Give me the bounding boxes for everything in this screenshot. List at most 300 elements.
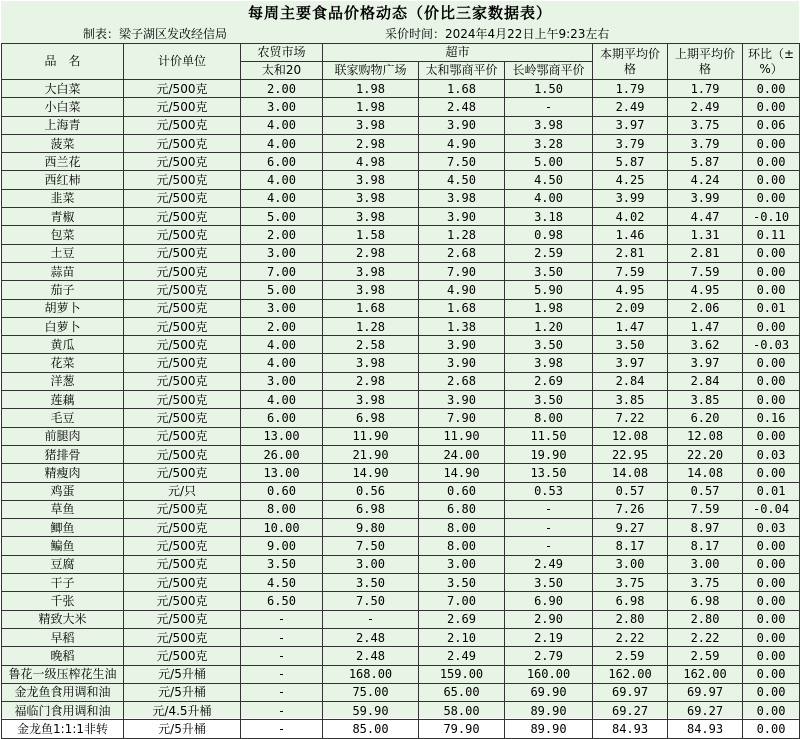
cell-taihe-e: 58.00 <box>419 702 505 720</box>
cell-previous-avg: 2.49 <box>668 98 743 116</box>
header-current-avg: 本期平均价格 <box>593 44 668 80</box>
cell-changling-e: - <box>505 98 593 116</box>
cell-previous-avg: 4.95 <box>668 281 743 299</box>
cell-change: 0.00 <box>743 80 800 98</box>
cell-previous-avg: 6.20 <box>668 409 743 427</box>
cell-item-name: 福临门食用调和油 <box>2 702 124 720</box>
cell-changling-e: 89.90 <box>505 702 593 720</box>
cell-change: 0.00 <box>743 720 800 738</box>
cell-lianjia: 1.58 <box>323 226 419 244</box>
cell-taihe-e: 1.68 <box>419 299 505 317</box>
cell-change: 0.00 <box>743 683 800 701</box>
cell-current-avg: 2.80 <box>593 610 668 628</box>
cell-unit: 元/500克 <box>124 409 241 427</box>
cell-lianjia: 6.98 <box>323 500 419 518</box>
cell-lianjia: 1.68 <box>323 299 419 317</box>
cell-taihe-e: 8.00 <box>419 537 505 555</box>
cell-lianjia: 9.80 <box>323 519 419 537</box>
cell-change: 0.00 <box>743 537 800 555</box>
price-table <box>1 43 800 739</box>
cell-item-name: 豆腐 <box>2 555 124 573</box>
cell-farm-taihe20: - <box>241 628 323 646</box>
header-unit: 计价单位 <box>124 44 241 80</box>
cell-changling-e: - <box>505 519 593 537</box>
table-row <box>2 445 800 463</box>
cell-lianjia: 0.56 <box>323 482 419 500</box>
cell-previous-avg: 3.85 <box>668 391 743 409</box>
cell-farm-taihe20: 6.00 <box>241 153 323 171</box>
table-row <box>2 519 800 537</box>
cell-changling-e: 0.98 <box>505 226 593 244</box>
cell-unit: 元/5升桶 <box>124 683 241 701</box>
cell-previous-avg: 2.59 <box>668 647 743 665</box>
cell-unit: 元/500克 <box>124 372 241 390</box>
cell-current-avg: 3.97 <box>593 354 668 372</box>
cell-unit: 元/只 <box>124 482 241 500</box>
table-row <box>2 391 800 409</box>
cell-item-name: 早稻 <box>2 628 124 646</box>
table-row <box>2 134 800 152</box>
cell-unit: 元/500克 <box>124 208 241 226</box>
cell-farm-taihe20: 4.00 <box>241 336 323 354</box>
cell-change: 0.00 <box>743 647 800 665</box>
cell-farm-taihe20: 3.00 <box>241 244 323 262</box>
cell-change: 0.03 <box>743 445 800 463</box>
cell-previous-avg: 14.08 <box>668 464 743 482</box>
cell-unit: 元/500克 <box>124 391 241 409</box>
cell-taihe-e: 7.00 <box>419 592 505 610</box>
cell-lianjia: 1.98 <box>323 98 419 116</box>
cell-farm-taihe20: - <box>241 720 323 738</box>
cell-item-name: 毛豆 <box>2 409 124 427</box>
table-row <box>2 171 800 189</box>
cell-item-name: 鳊鱼 <box>2 537 124 555</box>
cell-taihe-e: 4.90 <box>419 134 505 152</box>
header-change: 环比（±%） <box>743 44 800 80</box>
cell-farm-taihe20: 10.00 <box>241 519 323 537</box>
cell-previous-avg: 8.17 <box>668 537 743 555</box>
cell-changling-e: 4.00 <box>505 189 593 207</box>
cell-item-name: 西兰花 <box>2 153 124 171</box>
cell-change: 0.00 <box>743 354 800 372</box>
cell-previous-avg: 0.57 <box>668 482 743 500</box>
cell-change: 0.00 <box>743 153 800 171</box>
cell-changling-e: 1.50 <box>505 80 593 98</box>
cell-previous-avg: 2.06 <box>668 299 743 317</box>
cell-current-avg: 9.27 <box>593 519 668 537</box>
table-row <box>2 683 800 701</box>
cell-previous-avg: 6.98 <box>668 592 743 610</box>
cell-current-avg: 1.46 <box>593 226 668 244</box>
cell-unit: 元/500克 <box>124 592 241 610</box>
cell-lianjia: 3.98 <box>323 189 419 207</box>
cell-previous-avg: 22.20 <box>668 445 743 463</box>
cell-unit: 元/500克 <box>124 574 241 592</box>
cell-changling-e: 11.50 <box>505 427 593 445</box>
cell-taihe-e: 1.38 <box>419 317 505 335</box>
cell-farm-taihe20: 4.00 <box>241 391 323 409</box>
cell-changling-e: 3.18 <box>505 208 593 226</box>
cell-farm-taihe20: 4.00 <box>241 354 323 372</box>
cell-farm-taihe20: 3.00 <box>241 299 323 317</box>
cell-farm-taihe20: 13.00 <box>241 427 323 445</box>
cell-changling-e: 5.90 <box>505 281 593 299</box>
cell-changling-e: 3.50 <box>505 574 593 592</box>
cell-unit: 元/500克 <box>124 464 241 482</box>
table-row <box>2 720 800 738</box>
cell-lianjia: 3.98 <box>323 281 419 299</box>
cell-change: -0.04 <box>743 500 800 518</box>
cell-lianjia: 11.90 <box>323 427 419 445</box>
cell-current-avg: 69.27 <box>593 702 668 720</box>
cell-current-avg: 162.00 <box>593 665 668 683</box>
cell-farm-taihe20: 13.00 <box>241 464 323 482</box>
cell-changling-e: 160.00 <box>505 665 593 683</box>
sheet-subtitle <box>1 25 799 43</box>
cell-current-avg: 3.50 <box>593 336 668 354</box>
table-row <box>2 226 800 244</box>
cell-farm-taihe20: 3.50 <box>241 555 323 573</box>
cell-change: 0.00 <box>743 574 800 592</box>
cell-unit: 元/500克 <box>124 80 241 98</box>
header-lianjia: 联家购物广场 <box>323 62 419 80</box>
cell-farm-taihe20: - <box>241 702 323 720</box>
cell-farm-taihe20: 4.00 <box>241 134 323 152</box>
cell-change: 0.00 <box>743 244 800 262</box>
cell-change: 0.00 <box>743 189 800 207</box>
cell-taihe-e: 159.00 <box>419 665 505 683</box>
table-row <box>2 281 800 299</box>
cell-previous-avg: 1.79 <box>668 80 743 98</box>
table-row <box>2 647 800 665</box>
cell-taihe-e: 7.50 <box>419 153 505 171</box>
cell-changling-e: 1.98 <box>505 299 593 317</box>
cell-farm-taihe20: 5.00 <box>241 208 323 226</box>
cell-change: 0.00 <box>743 391 800 409</box>
cell-unit: 元/500克 <box>124 427 241 445</box>
cell-farm-taihe20: 4.00 <box>241 116 323 134</box>
cell-taihe-e: 8.00 <box>419 519 505 537</box>
cell-change: 0.01 <box>743 299 800 317</box>
cell-changling-e: 19.90 <box>505 445 593 463</box>
cell-lianjia: 21.90 <box>323 445 419 463</box>
cell-changling-e: 89.90 <box>505 720 593 738</box>
cell-changling-e: 6.90 <box>505 592 593 610</box>
cell-taihe-e: 3.90 <box>419 336 505 354</box>
cell-changling-e: 3.50 <box>505 336 593 354</box>
cell-current-avg: 2.81 <box>593 244 668 262</box>
cell-item-name: 上海青 <box>2 116 124 134</box>
cell-changling-e: - <box>505 537 593 555</box>
cell-current-avg: 1.47 <box>593 317 668 335</box>
cell-changling-e: 0.53 <box>505 482 593 500</box>
cell-lianjia: 3.00 <box>323 555 419 573</box>
cell-current-avg: 3.79 <box>593 134 668 152</box>
cell-unit: 元/500克 <box>124 519 241 537</box>
table-row <box>2 464 800 482</box>
cell-unit: 元/5升桶 <box>124 720 241 738</box>
cell-item-name: 白萝卜 <box>2 317 124 335</box>
cell-farm-taihe20: 3.00 <box>241 98 323 116</box>
cell-current-avg: 14.08 <box>593 464 668 482</box>
cell-item-name: 花菜 <box>2 354 124 372</box>
cell-item-name: 菠菜 <box>2 134 124 152</box>
cell-changling-e: 2.49 <box>505 555 593 573</box>
cell-lianjia: 3.98 <box>323 171 419 189</box>
cell-changling-e: 5.00 <box>505 153 593 171</box>
cell-unit: 元/5升桶 <box>124 665 241 683</box>
cell-previous-avg: 69.97 <box>668 683 743 701</box>
cell-current-avg: 22.95 <box>593 445 668 463</box>
cell-previous-avg: 7.59 <box>668 500 743 518</box>
cell-unit: 元/500克 <box>124 610 241 628</box>
cell-item-name: 青椒 <box>2 208 124 226</box>
cell-change: 0.00 <box>743 171 800 189</box>
cell-unit: 元/500克 <box>124 281 241 299</box>
cell-farm-taihe20: - <box>241 610 323 628</box>
cell-change: 0.16 <box>743 409 800 427</box>
cell-farm-taihe20: 2.00 <box>241 317 323 335</box>
cell-current-avg: 8.17 <box>593 537 668 555</box>
cell-current-avg: 3.85 <box>593 391 668 409</box>
cell-lianjia: 168.00 <box>323 665 419 683</box>
cell-change: 0.00 <box>743 281 800 299</box>
cell-taihe-e: 3.50 <box>419 574 505 592</box>
sheet-title: 每周主要食品价格动态（价比三家数据表） <box>247 4 552 22</box>
cell-change: 0.00 <box>743 98 800 116</box>
cell-change: 0.00 <box>743 427 800 445</box>
cell-current-avg: 7.22 <box>593 409 668 427</box>
cell-farm-taihe20: 2.00 <box>241 226 323 244</box>
cell-lianjia: 59.90 <box>323 702 419 720</box>
cell-previous-avg: 69.27 <box>668 702 743 720</box>
cell-taihe-e: 3.98 <box>419 189 505 207</box>
table-row <box>2 189 800 207</box>
table-row <box>2 500 800 518</box>
cell-previous-avg: 3.99 <box>668 189 743 207</box>
cell-lianjia: 3.98 <box>323 116 419 134</box>
cell-lianjia: 6.98 <box>323 409 419 427</box>
cell-item-name: 洋葱 <box>2 372 124 390</box>
table-row <box>2 372 800 390</box>
cell-item-name: 晚稻 <box>2 647 124 665</box>
cell-changling-e: 8.00 <box>505 409 593 427</box>
cell-taihe-e: 1.68 <box>419 80 505 98</box>
cell-current-avg: 4.02 <box>593 208 668 226</box>
cell-changling-e: 2.69 <box>505 372 593 390</box>
cell-item-name: 莲藕 <box>2 391 124 409</box>
cell-farm-taihe20: 5.00 <box>241 281 323 299</box>
cell-lianjia: 3.98 <box>323 208 419 226</box>
cell-previous-avg: 162.00 <box>668 665 743 683</box>
cell-current-avg: 2.84 <box>593 372 668 390</box>
cell-previous-avg: 2.81 <box>668 244 743 262</box>
header-previous-avg: 上期平均价格 <box>668 44 743 80</box>
cell-unit: 元/500克 <box>124 226 241 244</box>
table-row <box>2 702 800 720</box>
cell-farm-taihe20: 6.50 <box>241 592 323 610</box>
cell-item-name: 干子 <box>2 574 124 592</box>
cell-item-name: 韭菜 <box>2 189 124 207</box>
cell-item-name: 大白菜 <box>2 80 124 98</box>
cell-changling-e: 2.59 <box>505 244 593 262</box>
cell-change: 0.00 <box>743 610 800 628</box>
cell-item-name: 土豆 <box>2 244 124 262</box>
cell-unit: 元/500克 <box>124 116 241 134</box>
table-body <box>2 80 800 739</box>
cell-farm-taihe20: 8.00 <box>241 500 323 518</box>
cell-farm-taihe20: 7.00 <box>241 262 323 280</box>
cell-item-name: 小白菜 <box>2 98 124 116</box>
cell-changling-e: 4.50 <box>505 171 593 189</box>
cell-lianjia: 14.90 <box>323 464 419 482</box>
table-row <box>2 244 800 262</box>
table-row <box>2 628 800 646</box>
cell-item-name: 草鱼 <box>2 500 124 518</box>
cell-current-avg: 6.98 <box>593 592 668 610</box>
cell-current-avg: 4.25 <box>593 171 668 189</box>
cell-unit: 元/500克 <box>124 299 241 317</box>
cell-unit: 元/500克 <box>124 500 241 518</box>
table-row <box>2 482 800 500</box>
header-taihe20: 太和20 <box>241 62 323 80</box>
cell-current-avg: 3.99 <box>593 189 668 207</box>
cell-unit: 元/500克 <box>124 537 241 555</box>
table-row <box>2 610 800 628</box>
cell-unit: 元/500克 <box>124 317 241 335</box>
cell-previous-avg: 3.00 <box>668 555 743 573</box>
cell-change: 0.03 <box>743 519 800 537</box>
cell-change: 0.00 <box>743 665 800 683</box>
cell-previous-avg: 84.93 <box>668 720 743 738</box>
cell-change: 0.00 <box>743 702 800 720</box>
sampling-time: 采价时间：2024年4月22日上午9:23左右 <box>385 27 610 41</box>
cell-taihe-e: 2.49 <box>419 647 505 665</box>
table-row <box>2 336 800 354</box>
cell-current-avg: 69.97 <box>593 683 668 701</box>
cell-item-name: 猪排骨 <box>2 445 124 463</box>
cell-taihe-e: 79.90 <box>419 720 505 738</box>
cell-previous-avg: 1.31 <box>668 226 743 244</box>
cell-lianjia: 2.98 <box>323 134 419 152</box>
cell-previous-avg: 2.80 <box>668 610 743 628</box>
cell-current-avg: 2.59 <box>593 647 668 665</box>
cell-item-name: 精致大米 <box>2 610 124 628</box>
cell-farm-taihe20: 2.00 <box>241 80 323 98</box>
table-row <box>2 427 800 445</box>
cell-lianjia: 3.98 <box>323 354 419 372</box>
cell-item-name: 西红柿 <box>2 171 124 189</box>
cell-change: 0.00 <box>743 592 800 610</box>
table-row <box>2 80 800 98</box>
cell-lianjia: 2.58 <box>323 336 419 354</box>
cell-item-name: 蒜苗 <box>2 262 124 280</box>
cell-taihe-e: 4.50 <box>419 171 505 189</box>
cell-farm-taihe20: 26.00 <box>241 445 323 463</box>
cell-unit: 元/500克 <box>124 628 241 646</box>
cell-unit: 元/500克 <box>124 98 241 116</box>
table-row <box>2 354 800 372</box>
cell-changling-e: 2.19 <box>505 628 593 646</box>
table-row <box>2 592 800 610</box>
cell-item-name: 鲫鱼 <box>2 519 124 537</box>
cell-previous-avg: 4.47 <box>668 208 743 226</box>
cell-previous-avg: 12.08 <box>668 427 743 445</box>
cell-previous-avg: 7.59 <box>668 262 743 280</box>
cell-lianjia: 2.48 <box>323 647 419 665</box>
cell-changling-e: 3.98 <box>505 116 593 134</box>
cell-farm-taihe20: 0.60 <box>241 482 323 500</box>
cell-unit: 元/500克 <box>124 262 241 280</box>
cell-lianjia: 3.50 <box>323 574 419 592</box>
cell-changling-e: 2.79 <box>505 647 593 665</box>
cell-current-avg: 4.95 <box>593 281 668 299</box>
header-taihe-e: 太和鄂商平价 <box>419 62 505 80</box>
cell-previous-avg: 3.75 <box>668 574 743 592</box>
cell-unit: 元/500克 <box>124 336 241 354</box>
table-row <box>2 208 800 226</box>
table-row <box>2 537 800 555</box>
cell-lianjia: 4.98 <box>323 153 419 171</box>
cell-farm-taihe20: 4.00 <box>241 171 323 189</box>
cell-taihe-e: 0.60 <box>419 482 505 500</box>
cell-changling-e: - <box>505 500 593 518</box>
cell-item-name: 包菜 <box>2 226 124 244</box>
table-row <box>2 262 800 280</box>
cell-current-avg: 3.97 <box>593 116 668 134</box>
cell-current-avg: 5.87 <box>593 153 668 171</box>
cell-current-avg: 7.59 <box>593 262 668 280</box>
cell-change: 0.00 <box>743 555 800 573</box>
cell-unit: 元/500克 <box>124 244 241 262</box>
cell-changling-e: 13.50 <box>505 464 593 482</box>
table-row <box>2 665 800 683</box>
cell-change: 0.00 <box>743 372 800 390</box>
cell-previous-avg: 4.24 <box>668 171 743 189</box>
table-row <box>2 409 800 427</box>
cell-unit: 元/500克 <box>124 171 241 189</box>
cell-current-avg: 2.49 <box>593 98 668 116</box>
cell-farm-taihe20: 4.00 <box>241 189 323 207</box>
cell-previous-avg: 3.62 <box>668 336 743 354</box>
cell-taihe-e: 7.90 <box>419 409 505 427</box>
cell-item-name: 精瘦肉 <box>2 464 124 482</box>
cell-taihe-e: 2.69 <box>419 610 505 628</box>
cell-farm-taihe20: 9.00 <box>241 537 323 555</box>
cell-taihe-e: 3.90 <box>419 208 505 226</box>
cell-unit: 元/500克 <box>124 555 241 573</box>
header-changling-e: 长岭鄂商平价 <box>505 62 593 80</box>
cell-lianjia: 3.98 <box>323 391 419 409</box>
cell-unit: 元/500克 <box>124 189 241 207</box>
table-row <box>2 116 800 134</box>
cell-current-avg: 1.79 <box>593 80 668 98</box>
table-row <box>2 98 800 116</box>
cell-unit: 元/500克 <box>124 647 241 665</box>
cell-taihe-e: 3.90 <box>419 354 505 372</box>
cell-lianjia: - <box>323 610 419 628</box>
cell-lianjia: 7.50 <box>323 592 419 610</box>
cell-taihe-e: 2.10 <box>419 628 505 646</box>
cell-taihe-e: 24.00 <box>419 445 505 463</box>
cell-taihe-e: 2.48 <box>419 98 505 116</box>
cell-farm-taihe20: - <box>241 665 323 683</box>
cell-lianjia: 1.98 <box>323 80 419 98</box>
cell-lianjia: 3.98 <box>323 262 419 280</box>
cell-change: -0.03 <box>743 336 800 354</box>
cell-taihe-e: 3.90 <box>419 391 505 409</box>
cell-taihe-e: 65.00 <box>419 683 505 701</box>
